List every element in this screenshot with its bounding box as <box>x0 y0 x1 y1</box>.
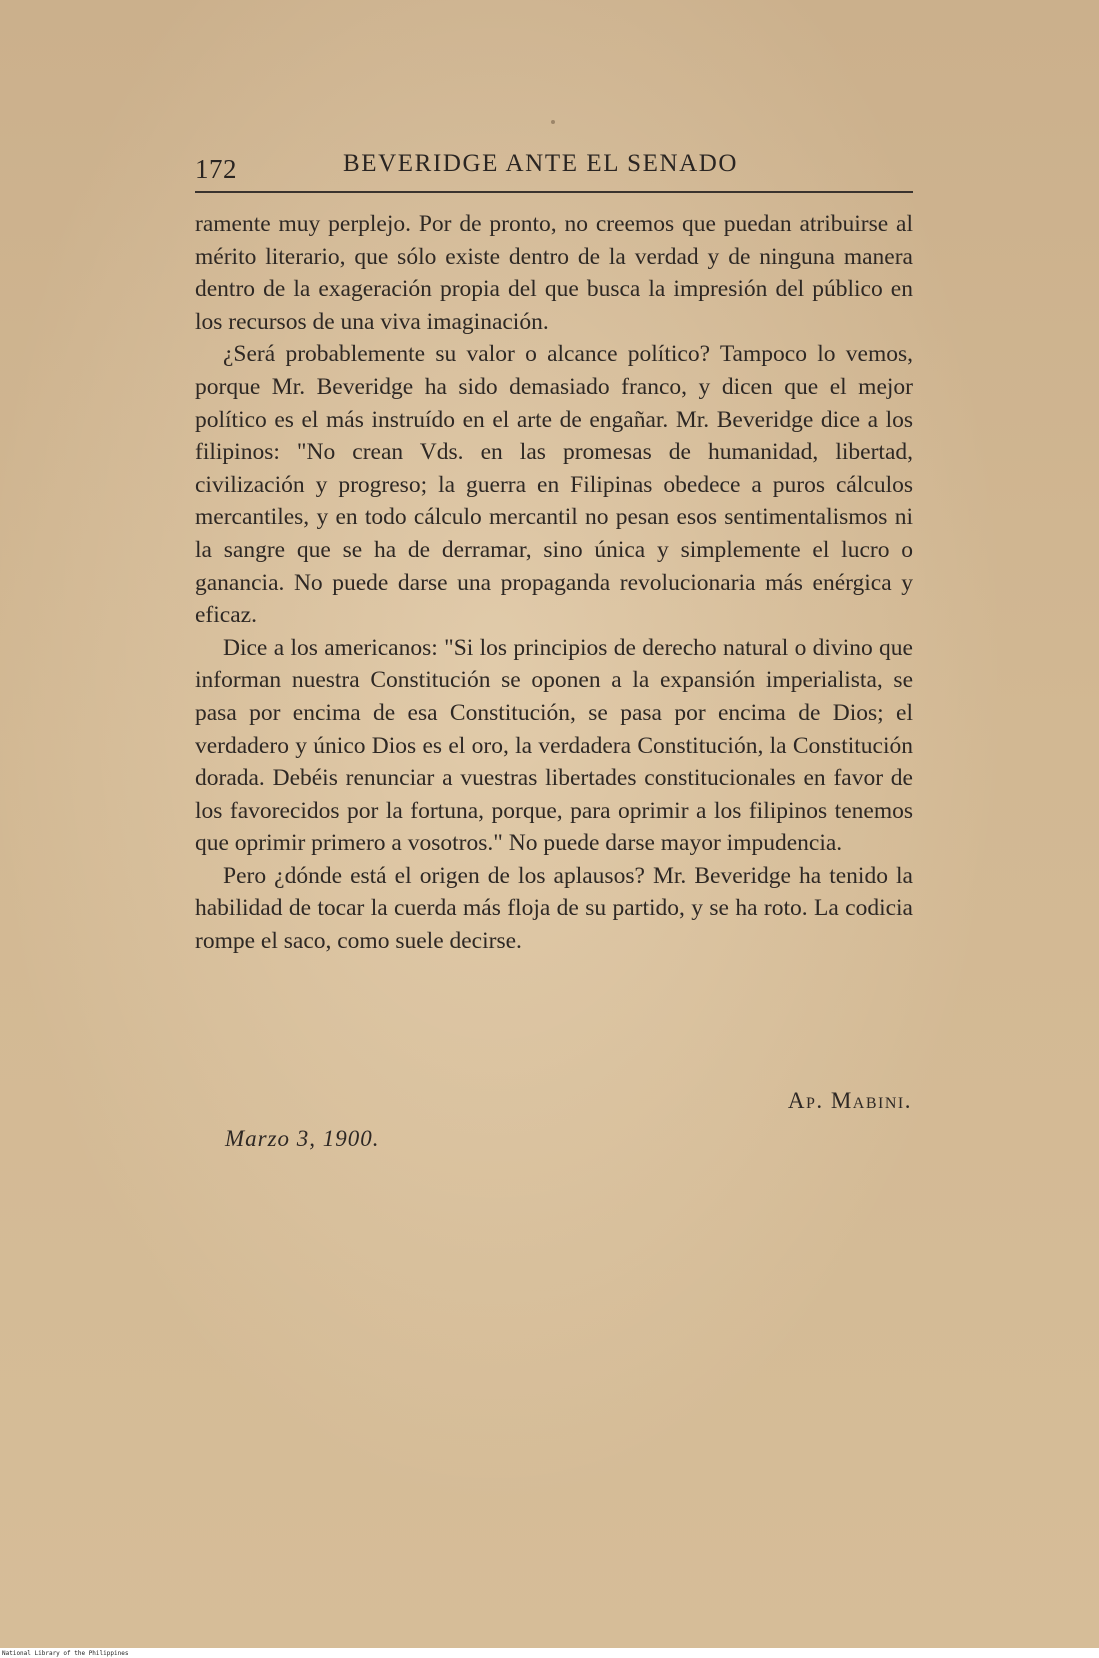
paragraph: ramente muy perplejo. Por de pronto, no creemos que puedan atribuirse al mérito literario, que sólo existe dentro de la verdad y de ninguna manera dentro de la exageración propia del que busca la impresión del público en los recursos de una viva imaginación. <box>195 211 913 335</box>
page-number: 172 <box>195 154 237 184</box>
dateline: Marzo 3, 1900. <box>225 1126 380 1151</box>
footer-strip <box>0 1648 1099 1658</box>
author-signature: Ap. Mabini. <box>787 1088 912 1113</box>
body-text <box>195 208 913 958</box>
paragraph: Dice a los americanos: "Si los principios de derecho natural o divino que informan nuestra Constitución se oponen a la expansión imperialista, se pasa por encima de esa Constitución, se pasa por encima de Dios; el verdadero y único Dios es el oro, la verdadera Constitución, la Constitución dorada. Debéis renunciar a vuestras libertades constitucionales en favor de los favorecidos por la fortuna, porque, para oprimir a los filipinos tenemos que oprimir primero a vosotros." No puede darse mayor impudencia. <box>195 634 913 857</box>
paragraph: ¿Será probablemente su valor o alcance político? Tampoco lo vemos, porque Mr. Beveridge ha sido demasiado franco, y dicen que el mejor político es el más instruído en el arte de engañar. Mr. Beveridge dice a los filipinos: "No crean Vds. en las promesas de humanidad, libertad, civilización y progreso; la guerra en Filipinas obedece a puros cálculos mercantiles, y en todo cálculo mercantil no pesan esos sentimentalismos ni la sangre que se ha de derramar, sino única y simplemente el lucro o ganancia. No puede darse una propaganda revolucionaria más enérgica y eficaz. <box>195 341 913 629</box>
paragraph: Pero ¿dónde está el origen de los aplausos? Mr. Beveridge ha tenido la habilidad de tocar la cuerda más floja de su partido, y se ha roto. La codicia rompe el saco, como suele decirse. <box>195 862 913 955</box>
page-header <box>195 150 910 190</box>
header-rule <box>195 191 913 193</box>
running-title: BEVERIDGE ANTE EL SENADO <box>343 150 739 177</box>
footer-credit: National Library of the Philippines <box>2 1650 129 1657</box>
paper-speck <box>551 120 555 124</box>
